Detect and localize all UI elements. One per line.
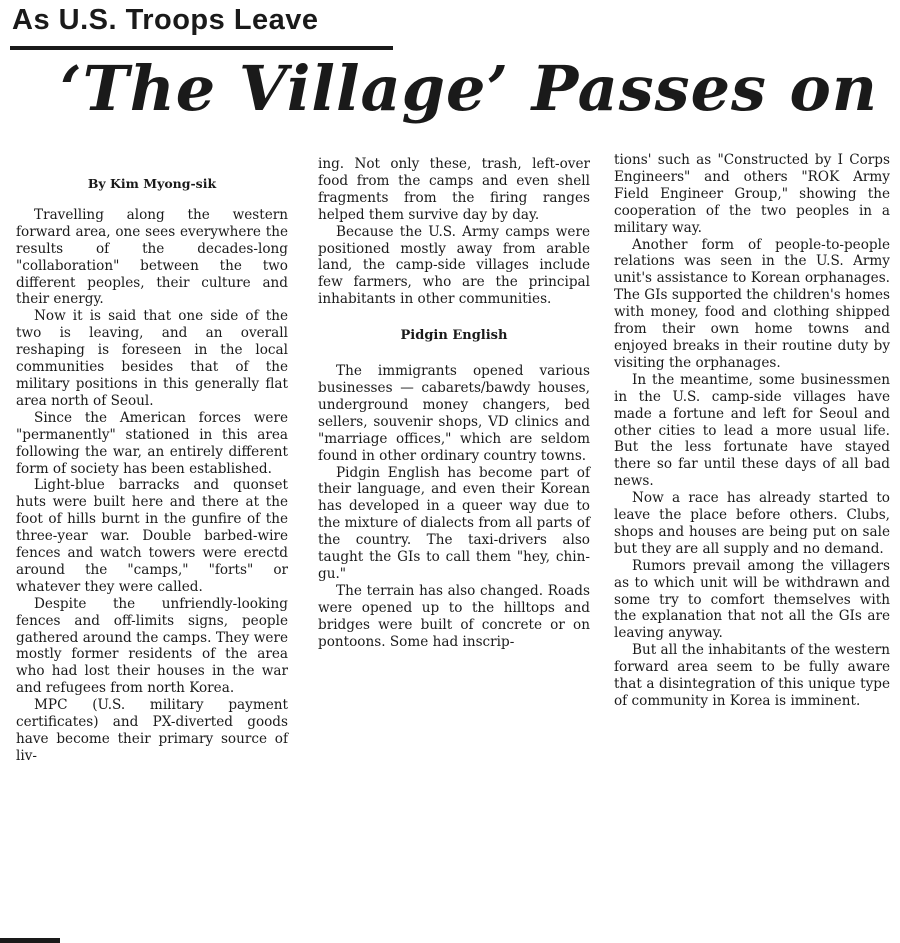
- paragraph: But all the inhabitants of the western forward area seem to be fully aware that a disintegration of this unique type of community in Korea is imminent.: [614, 642, 890, 709]
- byline: By Kim Myong-sik: [87, 176, 217, 191]
- paragraph: In the meantime, some businessmen in the U.S. camp-side villages have made a fortune and left for Seoul and other cities to lead a more usual life. But the less fortunate have stayed there so far until these days of all bad news.: [614, 371, 890, 490]
- paragraph: Another form of people-to-people relations was seen in the U.S. Army unit's assistance to Korean orphanages. The GIs supported the children's homes with money, food and clothing shipped from their own home towns and enjoyed breaks in their routine duty by visiting the orphanages.: [614, 236, 890, 371]
- paragraph-continued: tions' such as "Constructed by I Corps Engineers" and others "ROK Army Field Engineer Group," showing the cooperation of the two peoples in a military way.: [614, 152, 890, 236]
- article-column-2: [318, 156, 590, 650]
- bottom-rule: [0, 938, 60, 943]
- paragraph: Light-blue barracks and quonset huts were built here and there at the foot of hills burnt in the gunfire of the three-year war. Double barbed-wire fences and watch towers were erectd around the "camps," "forts" or whatever they were called.: [16, 477, 288, 595]
- article-column-3: [614, 152, 890, 710]
- paragraph-continued: ing. Not only these, trash, left-over food from the camps and even shell fragments from the firing ranges helped them survive day by day.: [318, 156, 590, 223]
- article-kicker: As U.S. Troops Leave: [12, 4, 319, 36]
- paragraph: Now it is said that one side of the two is leaving, and an overall reshaping is foreseen in the local communities besides that of the military positions in this generally flat area north of Seoul.: [16, 308, 288, 409]
- paragraph: Because the U.S. Army camps were positioned mostly away from arable land, the camp-side villages include few farmers, who are the principal inhabitants in other communities.: [318, 223, 590, 308]
- paragraph: The terrain has also changed. Roads were opened up to the hilltops and bridges were built of concrete or on pontoons. Some had inscrip-: [318, 582, 590, 650]
- paragraph: Rumors prevail among the villagers as to which unit will be withdrawn and some try to comfort themselves with the explanation that not all the GIs are leaving anyway.: [614, 557, 890, 642]
- paragraph: Since the American forces were "permanently" stationed in this area following the war, an entirely different form of society has been established.: [16, 409, 288, 477]
- article-headline: ‘The Village’ Passes on: [60, 52, 878, 125]
- paragraph: Pidgin English has become part of their language, and even their Korean has developed in a queer way due to the mixture of dialects from all parts of the country. The taxi-drivers also taught the GIs to call them "hey, chin-gu.": [318, 464, 590, 582]
- article-column-1: [16, 152, 288, 765]
- paragraph: Despite the unfriendly-looking fences and off-limits signs, people gathered around the camps. They were mostly former residents of the area who had lost their houses in the war and refugees from north Korea.: [16, 595, 288, 697]
- paragraph: The immigrants opened various businesses — cabarets/bawdy houses, underground money changers, bed sellers, souvenir shops, VD clinics and "marriage offices," which are seldom found in other ordinary country towns.: [318, 363, 590, 464]
- subheading: Pidgin English: [400, 328, 508, 344]
- paragraph: MPC (U.S. military payment certificates) and PX-diverted goods have become their primary source of liv-: [16, 697, 288, 764]
- paragraph: Travelling along the western forward area, one sees everywhere the results of the decades-long "collaboration" between the two different peoples, their culture and their energy.: [16, 206, 288, 308]
- paragraph: Now a race has already started to leave the place before others. Clubs, shops and houses are being put on sale but they are all supply and no demand.: [614, 490, 890, 557]
- kicker-underline: [10, 46, 393, 50]
